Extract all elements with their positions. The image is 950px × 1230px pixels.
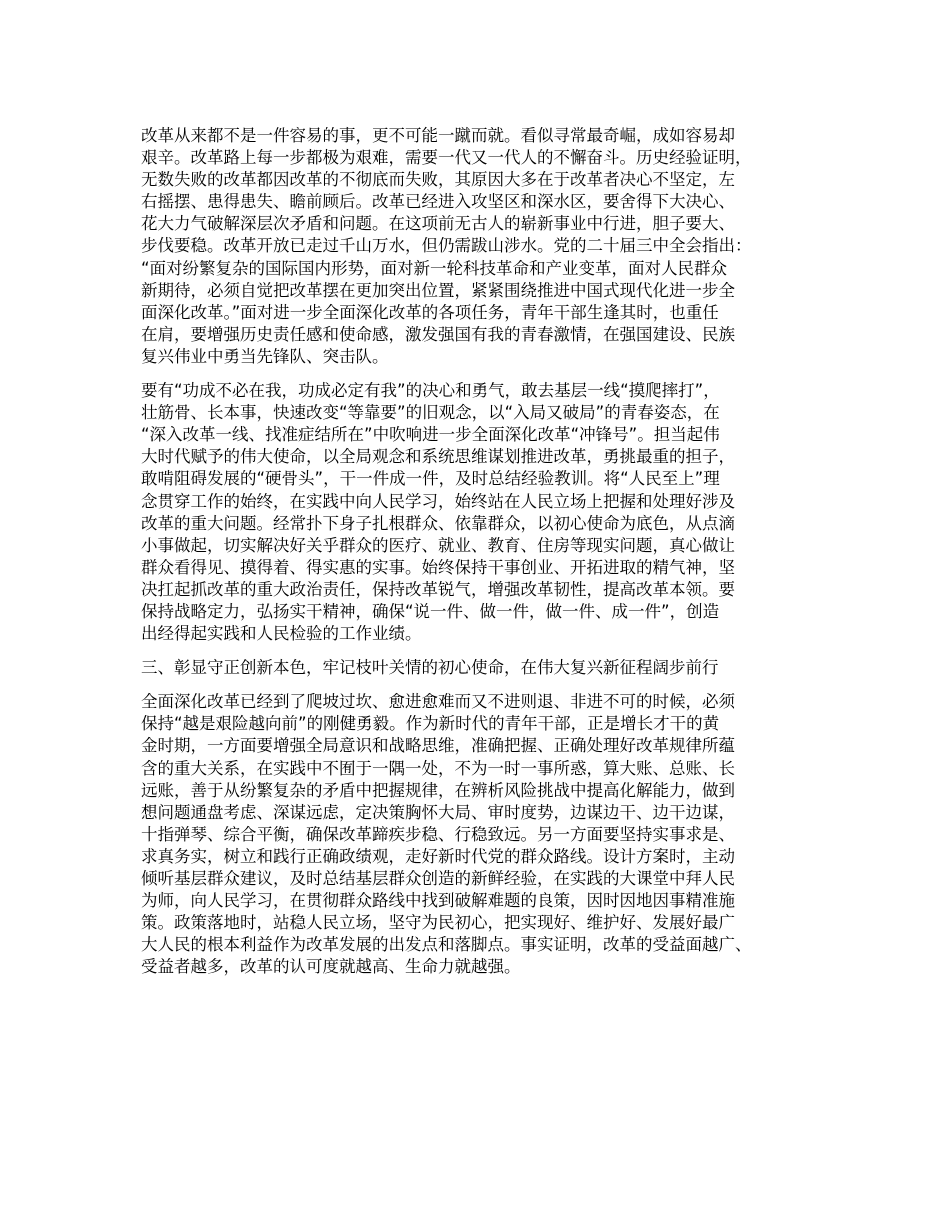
text-line: 想问题通盘考虑、深谋远虑，定决策胸怀大局、审时度势，边谋边干、边干边谋， <box>141 802 735 822</box>
text-line: 大人民的根本利益作为改革发展的出发点和落脚点。事实证明，改革的受益面越广、 <box>141 935 752 955</box>
text-line: 为师，向人民学习，在贯彻群众路线中找到破解难题的良策，因时因地因事精准施 <box>141 891 735 911</box>
document-body <box>141 125 829 978</box>
paragraph-spacer <box>141 645 829 657</box>
text-line: 敢啃阻碍发展的“硬骨头”，干一件成一件，及时总结经验教训。将“人民至上”理 <box>141 469 720 489</box>
text-line: 复兴伟业中勇当先锋队、突击队。 <box>141 346 389 366</box>
text-line: 要有“功成不必在我，功成必定有我”的决心和勇气，敢去基层一线“摸爬摔打”， <box>141 381 720 401</box>
text-line: 花大力气破解深层次矛盾和问题。在这项前无古人的崭新事业中行进，胆子要大、 <box>141 214 735 234</box>
text-line: 大时代赋予的伟大使命，以全局观念和系统思维谋划推进改革，勇挑最重的担子， <box>141 447 735 467</box>
text-line: 小事做起，切实解决好关乎群众的医疗、就业、教育、住房等现实问题，真心做让 <box>141 535 735 555</box>
text-line: 念贯穿工作的始终，在实践中向人民学习，始终站在人民立场上把握和处理好涉及 <box>141 491 735 511</box>
text-line: 艰辛。改革路上每一步都极为艰难，需要一代又一代人的不懈奋斗。历史经验证明， <box>141 148 752 168</box>
text-line: 步伐要稳。改革开放已走过千山万水，但仍需跋山涉水。党的二十届三中全会指出： <box>141 236 752 256</box>
text-line: 决扛起抓改革的重大政治责任，保持改革锐气，增强改革韧性，提高改革本领。要 <box>141 579 735 599</box>
text-line: “深入改革一线、找准症结所在”中吹响进一步全面深化改革“冲锋号”。担当起伟 <box>141 425 720 445</box>
paragraph-1 <box>141 125 829 368</box>
section-heading <box>141 657 829 679</box>
text-line: 面深化改革。”面对进一步全面深化改革的各项任务，青年干部生逢其时，也重任 <box>141 302 719 322</box>
text-line: 右摇摆、患得患失、瞻前顾后。改革已经进入攻坚区和深水区，要舍得下大决心、 <box>141 192 735 212</box>
text-line: 保持战略定力，弘扬实干精神，确保“说一件、做一件，做一件、成一件”，创造 <box>141 601 720 621</box>
text-line: 无数失败的改革都因改革的不彻底而失败，其原因大多在于改革者决心不坚定，左 <box>141 170 735 190</box>
text-line: 策。政策落地时，站稳人民立场，坚守为民初心，把实现好、维护好、发展好最广 <box>141 913 735 933</box>
paragraph-spacer <box>141 368 829 380</box>
text-line: 在肩，要增强历史责任感和使命感，激发强国有我的青春激情，在强国建设、民族 <box>141 324 735 344</box>
text-line: 新期待，必须自觉把改革摆在更加突出位置，紧紧围绕推进中国式现代化进一步全 <box>141 280 735 300</box>
text-line: 十指弹琴、综合平衡，确保改革蹄疾步稳、行稳致远。另一方面要坚持实事求是、 <box>141 824 735 844</box>
text-line: “面对纷繁复杂的国际国内形势，面对新一轮科技革命和产业变革，面对人民群众 <box>141 258 728 278</box>
text-line: 壮筋骨、长本事，快速改变“等靠要”的旧观念，以“入局又破局”的青春姿态，在 <box>141 403 720 423</box>
paragraph-3 <box>141 691 829 978</box>
text-line: 倾听基层群众建议，及时总结基层群众创造的新鲜经验，在实践的大课堂中拜人民 <box>141 869 735 888</box>
paragraph-spacer <box>141 679 829 691</box>
text-line: 保持“越是艰险越向前”的刚健勇毅。作为新时代的青年干部，正是增长才干的黄 <box>141 714 720 734</box>
text-line: 受益者越多，改革的认可度就越高、生命力就越强。 <box>141 957 521 977</box>
text-line: 群众看得见、摸得着、得实惠的实事。始终保持干事创业、开拓进取的精气神，坚 <box>141 557 735 577</box>
text-line: 求真务实，树立和践行正确政绩观，走好新时代党的群众路线。设计方案时，主动 <box>141 846 735 866</box>
text-line: 出经得起实践和人民检验的工作业绩。 <box>141 624 422 644</box>
text-line: 远账，善于从纷繁复杂的矛盾中把握规律，在辨析风险挑战中提高化解能力，做到 <box>141 780 735 800</box>
text-line: 改革从来都不是一件容易的事，更不可能一蹴而就。看似寻常最奇崛，成如容易却 <box>141 126 735 145</box>
paragraph-2 <box>141 380 829 645</box>
text-line: 金时期，一方面要增强全局意识和战略思维，准确把握、正确处理好改革规律所蕴 <box>141 736 735 756</box>
text-line: 含的重大关系，在实践中不囿于一隅一处，不为一时一事所惑，算大账、总账、长 <box>141 758 735 778</box>
text-line: 全面深化改革已经到了爬坡过坎、愈进愈难而又不进则退、非进不可的时候，必须 <box>141 692 735 712</box>
text-line: 改革的重大问题。经常扑下身子扎根群众、依靠群众，以初心使命为底色，从点滴 <box>141 513 735 533</box>
heading-line: 三、彰显守正创新本色，牢记枝叶关情的初心使命，在伟大复兴新征程阔步前行 <box>141 658 719 678</box>
